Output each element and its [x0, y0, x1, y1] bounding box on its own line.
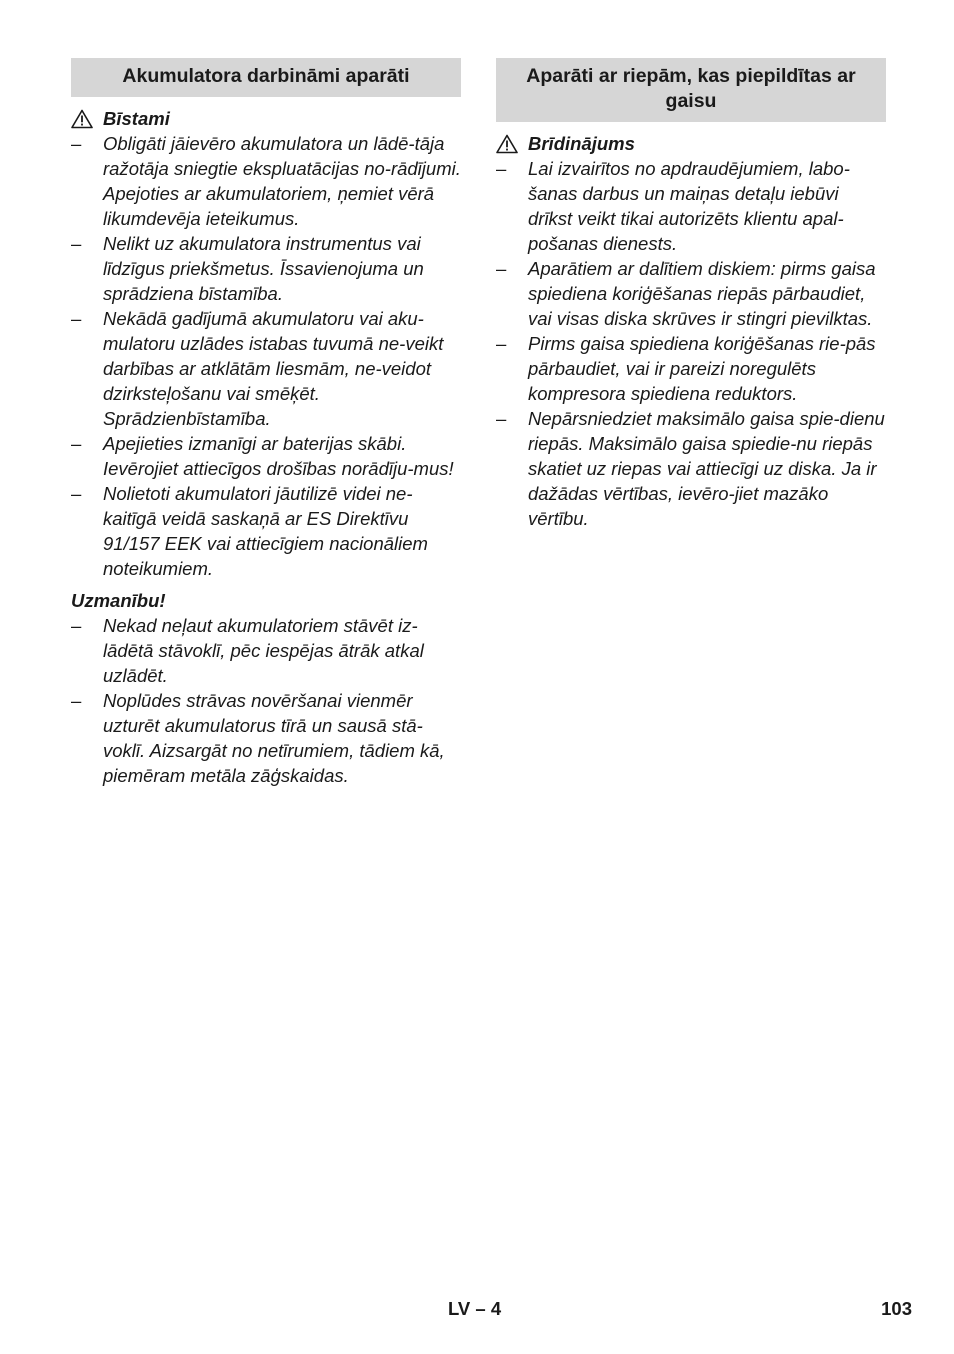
list-item-text: Lai izvairītos no apdraudējumiem, labo-šanas darbus un maiņas detaļu iebūvi drīkst veikt tikai autorizēts klientu apal-pošanas dienests. [528, 158, 850, 254]
left-column [71, 58, 461, 788]
bullet-dash: – [496, 408, 507, 429]
list-item [496, 156, 886, 256]
list-item [496, 406, 886, 531]
list-item-text: Apejieties izmanīgi ar baterijas skābi. Ievērojiet attiecīgos drošības norādīju-mus! [103, 433, 454, 479]
list-item-text: Aparātiem ar dalītiem diskiem: pirms gaisa spiediena koriģēšanas riepās pārbaudiet, vai visas diska skrūves ir stingri pievilktas. [528, 258, 876, 329]
list-item [71, 231, 461, 306]
list-item-text: Nelikt uz akumulatora instrumentus vai līdzīgus priekšmetus. Īssavienojuma un sprādziena bīstamība. [103, 233, 424, 304]
caution-list [71, 613, 461, 788]
bullet-dash: – [71, 690, 82, 711]
page-number: 103 [881, 1298, 912, 1319]
list-item [71, 688, 461, 788]
warning-label: Brīdinājums [528, 133, 635, 154]
list-item [496, 256, 886, 331]
bullet-dash: – [496, 333, 507, 354]
list-item-text: Nekad neļaut akumulatoriem stāvēt iz-lādētā stāvoklī, pēc iespējas ātrāk atkal uzlādēt. [103, 615, 424, 686]
list-item-text: Nepārsniedziet maksimālo gaisa spie-dienu riepās. Maksimālo gaisa spiedie-nu riepās skatiet uz riepas vai attiecīgi uz diska. Ja ir dažādas vērtības, ievēro-jiet mazāko vērtību. [528, 408, 885, 529]
list-item [71, 431, 461, 481]
bullet-dash: – [71, 483, 82, 504]
page-footer-section [448, 1298, 501, 1320]
bullet-dash: – [496, 258, 507, 279]
warning-triangle-icon [71, 109, 93, 129]
section-heading-battery: Akumulatora darbināmi aparāti [71, 58, 461, 97]
section-heading-tyres: Aparāti ar riepām, kas piepildītas ar gaisu [496, 58, 886, 122]
warning-triangle-icon [496, 134, 518, 154]
list-item [71, 131, 461, 231]
bullet-dash: – [496, 158, 507, 179]
bullet-dash: – [71, 615, 82, 636]
bullet-dash: – [71, 233, 82, 254]
bullet-dash: – [71, 308, 82, 329]
bullet-dash: – [71, 433, 82, 454]
warning-list [496, 156, 886, 531]
list-item [71, 306, 461, 431]
bullet-dash: – [71, 133, 82, 154]
danger-notice [71, 106, 461, 131]
list-item-text: Pirms gaisa spiediena koriģēšanas rie-pās pārbaudiet, vai ir pareizi noregulēts kompresora spiediena reduktors. [528, 333, 876, 404]
danger-label: Bīstami [103, 108, 170, 129]
list-item [71, 481, 461, 581]
warning-notice [496, 131, 886, 156]
language-code: LV [448, 1298, 471, 1319]
section-page-label: – 4 [475, 1298, 502, 1319]
right-column [496, 58, 886, 531]
list-item-text: Nekādā gadījumā akumulatoru vai aku-mulatoru uzlādes istabas tuvumā ne-veikt darbības ar atklātām liesmām, ne-veidot dzirksteļošanu vai smēķēt. Sprādzienbīstamība. [103, 308, 444, 429]
list-item-text: Noplūdes strāvas novēršanai vienmēr uzturēt akumulatorus tīrā un sausā stā-voklī. Aizsargāt no netīrumiem, tādiem kā, piemēram metāla zāģskaidas. [103, 690, 445, 786]
list-item [496, 331, 886, 406]
danger-list [71, 131, 461, 581]
list-item [71, 613, 461, 688]
list-item-text: Obligāti jāievēro akumulatora un lādē-tāja ražotāja sniegtie ekspluatācijas no-rādījumi. Apejoties ar akumulatoriem, ņemiet vērā likumdevēja ieteikumus. [103, 133, 461, 229]
caution-label: Uzmanību! [71, 590, 166, 611]
list-item-text: Nolietoti akumulatori jāutilizē videi ne-kaitīgā veidā saskaņā ar ES Direktīvu 91/157 EEK vai attiecīgiem nacionāliem noteikumiem. [103, 483, 428, 579]
